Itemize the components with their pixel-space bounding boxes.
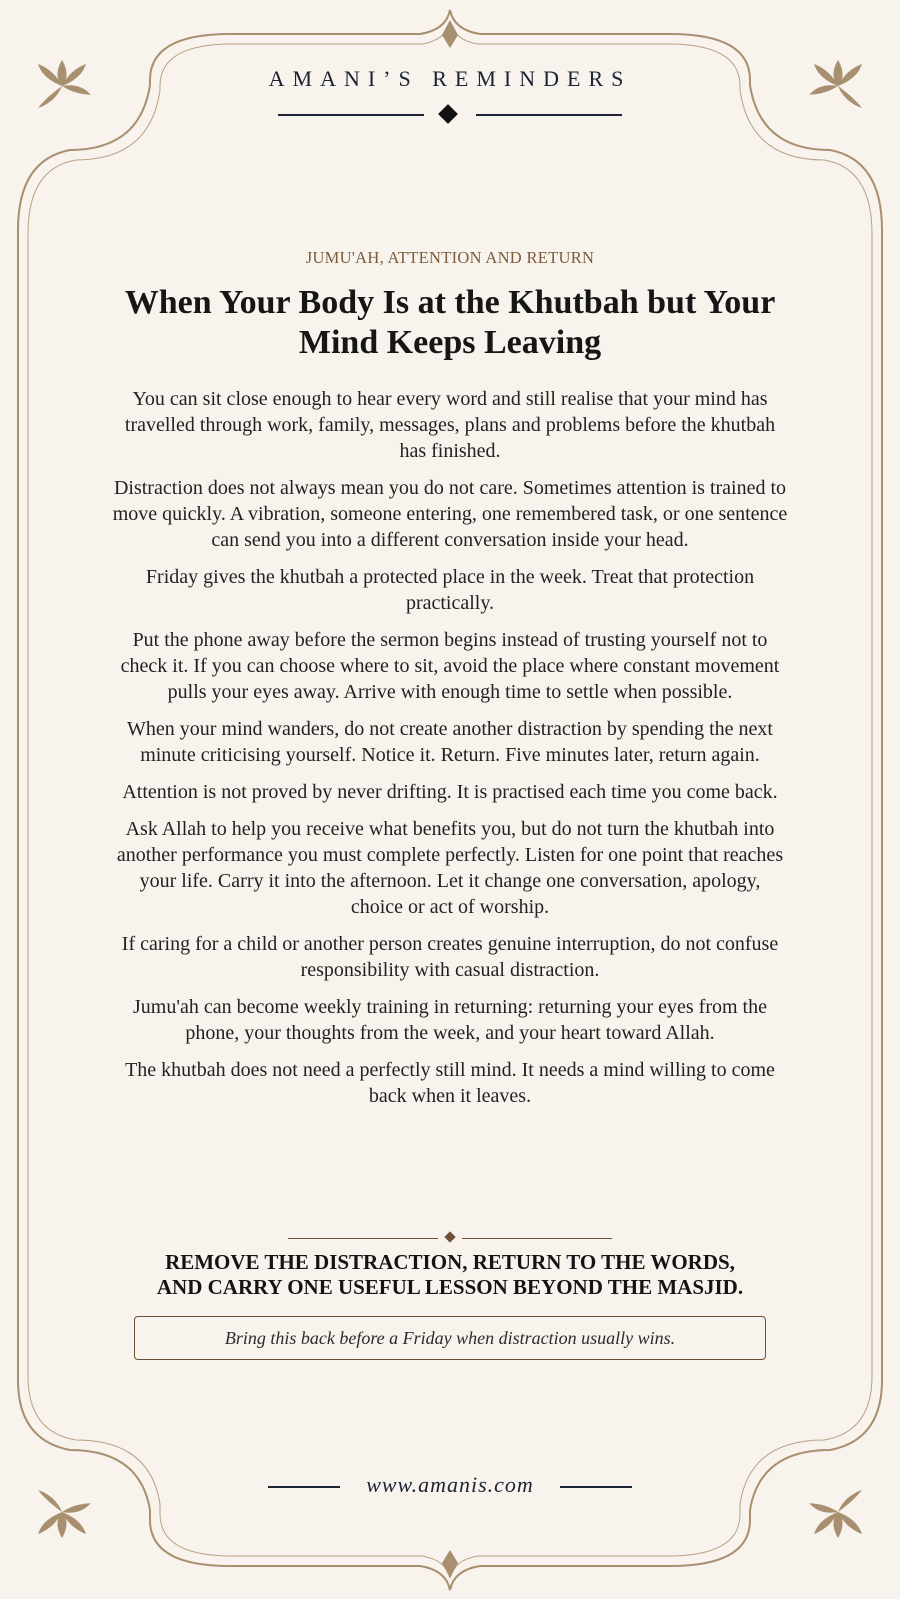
kicker: JUMU'AH, ATTENTION AND RETURN (305, 248, 595, 267)
top-diamond-icon (442, 20, 458, 48)
tip-box (134, 1316, 766, 1360)
bottom-diamond-icon (442, 1550, 458, 1578)
paragraph: Friday gives the khutbah a protected place in the week. Treat that protection practically. (145, 566, 755, 614)
closing-line: AND CARRY ONE USEFUL LESSON BEYOND THE MASJID. (156, 1275, 744, 1299)
footer-rule-right (560, 1486, 632, 1488)
page-title: When Your Body Is at the Khutbah but Your Mind Keeps Leaving (124, 284, 776, 361)
divider-rule-right (462, 1238, 612, 1239)
paragraph: Ask Allah to help you receive what benefits you, but do not turn the khutbah into another performance you must complete perfectly. Listen for one point that reaches your life. Carry it into the afternoon. Let it change one conversation, apology, choice or act of worship. (116, 818, 784, 918)
website-link[interactable]: www.amanis.com (366, 1472, 534, 1497)
paragraph: When your mind wanders, do not create another distraction by spending the next minute criticising yourself. Notice it. Return. Five minutes later, return again. (127, 718, 773, 766)
closing-line: REMOVE THE DISTRACTION, RETURN TO THE WORDS, (165, 1250, 735, 1274)
paragraph: Jumu'ah can become weekly training in returning: returning your eyes from the phone, your thoughts from the week, and your heart toward Allah. (133, 996, 767, 1044)
paragraph: The khutbah does not need a perfectly still mind. It needs a mind willing to come back when it leaves. (125, 1059, 775, 1107)
body-copy (112, 386, 788, 1120)
paragraph: You can sit close enough to hear every word and still realise that your mind has travelled through work, family, messages, plans and problems before the khutbah has finished. (124, 388, 776, 462)
brand-rule-right (476, 114, 622, 116)
paragraph: Attention is not proved by never drifting. It is practised each time you come back. (122, 781, 778, 803)
paragraph: Put the phone away before the sermon begins instead of trusting yourself not to check it. If you can choose where to sit, avoid the place where constant movement pulls your eyes away. Arrive with enough time to settle when possible. (120, 629, 780, 703)
brand-title: AMANI’S REMINDERS (268, 66, 632, 91)
closing-statement (120, 1250, 780, 1300)
brand-rule-left (278, 114, 424, 116)
tip-text: Bring this back before a Friday when distraction usually wins. (224, 1327, 676, 1348)
paragraph: Distraction does not always mean you do not care. Sometimes attention is trained to move quickly. A vibration, someone entering, one remembered task, or one sentence can send you into a different conversation inside your head. (112, 477, 788, 551)
paragraph: If caring for a child or another person creates genuine interruption, do not confuse responsibility with casual distraction. (121, 933, 779, 981)
divider-rule-left (288, 1238, 438, 1239)
